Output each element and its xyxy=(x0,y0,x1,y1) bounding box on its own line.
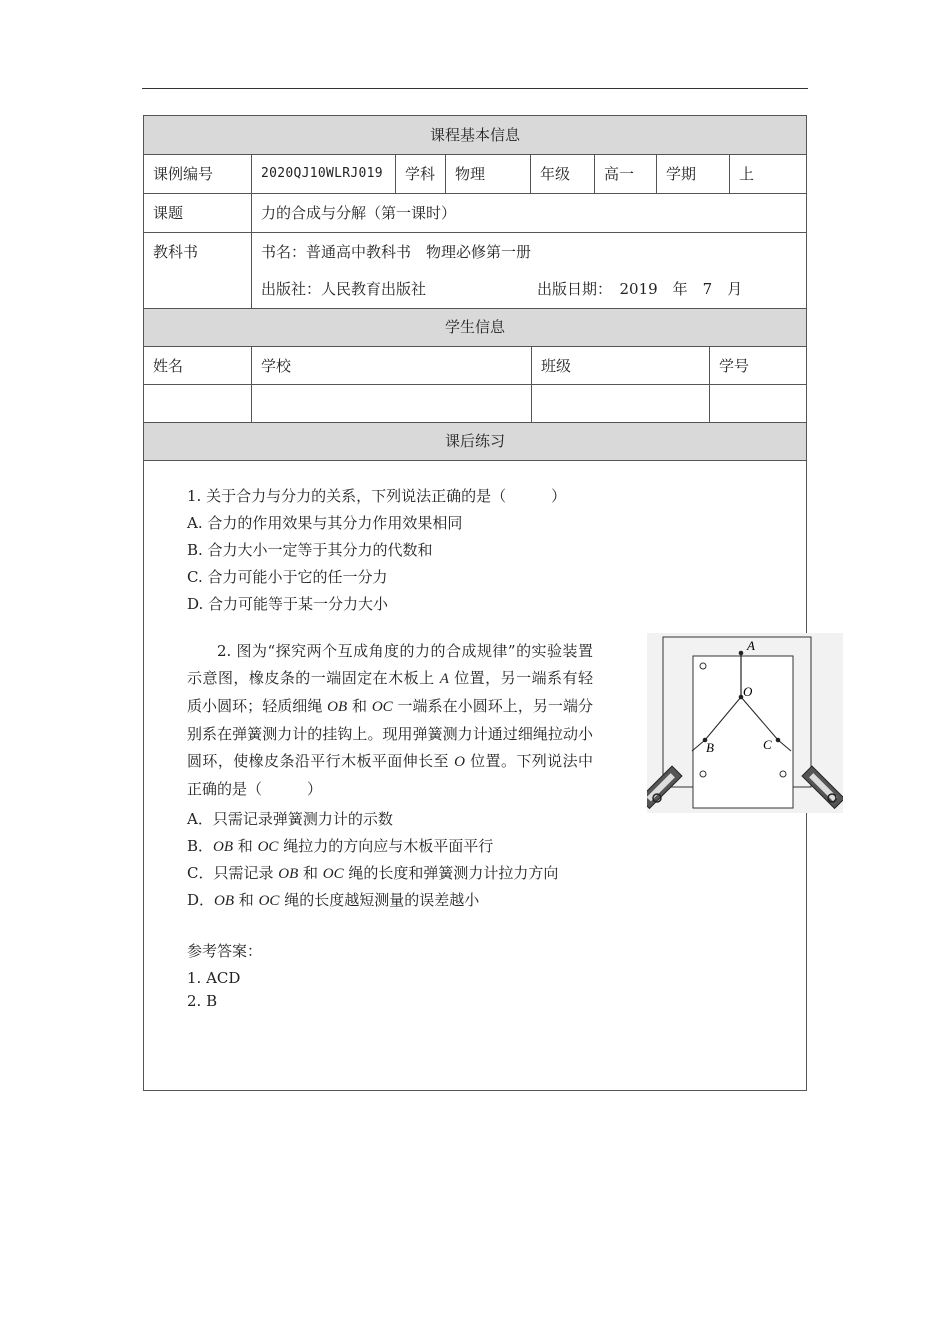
term-label: 学期 xyxy=(656,155,729,193)
topic-value: 力的合成与分解（第一课时） xyxy=(251,194,806,232)
q1-option-c: C. 合力可能小于它的任一分力 xyxy=(187,568,388,586)
student-class-field[interactable] xyxy=(531,385,709,422)
header-rule xyxy=(142,88,808,89)
textbook-row xyxy=(144,233,806,309)
wooden-board xyxy=(693,656,793,808)
q1-stem: 1. 关于合力与分力的关系，下列说法正确的是（ ） xyxy=(187,487,567,505)
student-name-label: 姓名 xyxy=(153,357,184,375)
exercise-header xyxy=(144,423,806,461)
publish-date: 出版日期： 2019 年 7 月 xyxy=(537,280,743,298)
course-id-value: 2020QJ10WLRJ019 xyxy=(251,155,395,193)
q2-option-b: B．OB 和 OC 绳拉力的方向应与木板平面平行 xyxy=(187,837,494,855)
subject-value: 物理 xyxy=(445,155,530,193)
textbook-details xyxy=(251,233,806,308)
course-id-label: 课例编号 xyxy=(153,165,214,183)
textbook-label: 教科书 xyxy=(153,243,199,261)
label-a: A xyxy=(747,638,755,653)
course-info-header xyxy=(144,116,806,155)
q1-option-b: B. 合力大小一定等于其分力的代数和 xyxy=(187,541,433,559)
student-name-field[interactable] xyxy=(144,385,251,422)
subject-label: 学科 xyxy=(395,155,445,193)
q1-option-a: A. 合力的作用效果与其分力作用效果相同 xyxy=(187,514,463,532)
topic-label: 课题 xyxy=(153,204,184,222)
exercise-title: 课后练习 xyxy=(444,432,505,450)
exercise-body xyxy=(144,461,806,1090)
q2-option-a: A．只需记录弹簧测力计的示数 xyxy=(187,810,393,828)
student-number-label: 学号 xyxy=(709,347,806,384)
student-info-header xyxy=(144,309,806,347)
lesson-sheet xyxy=(143,115,807,1091)
term-value: 上 xyxy=(729,155,806,193)
label-c: C xyxy=(763,737,772,752)
student-label-row xyxy=(144,347,806,385)
grade-value: 高一 xyxy=(594,155,656,193)
q2-option-c: C．只需记录 OB 和 OC 绳的长度和弹簧测力计拉力方向 xyxy=(187,864,559,882)
point-a xyxy=(739,651,744,656)
topic-row xyxy=(144,194,806,233)
q2-option-d: D．OB 和 OC 绳的长度越短测量的误差越小 xyxy=(187,891,480,909)
grade-label: 年级 xyxy=(530,155,594,193)
book-title: 书名：普通高中教科书 物理必修第一册 xyxy=(261,243,532,261)
q2-stem: 2. 图为“探究两个互成角度的力的合成规律”的实验装置示意图，橡皮条的一端固定在木板上 A 位置，另一端系有轻质小圆环；轻质细绳 OB 和 OC 一端系在小圆环上，另一端分别系在弹簧测力计的挂钩上。现用弹簧测力计通过细绳拉动小圆环，使橡皮条沿平行木板平面伸长至 O 位置。下列说法中正确的是（ ） xyxy=(187,642,593,798)
student-class-label: 班级 xyxy=(531,347,709,384)
force-composition-apparatus-diagram xyxy=(647,633,843,813)
label-o: O xyxy=(743,684,753,699)
student-number-field[interactable] xyxy=(709,385,806,422)
label-b: B xyxy=(706,740,714,755)
student-school-label: 学校 xyxy=(251,347,531,384)
publisher: 出版社：人民教育出版社 xyxy=(261,280,427,298)
answers-title: 参考答案： xyxy=(187,942,263,960)
q1-option-d: D. 合力可能等于某一分力大小 xyxy=(187,595,389,613)
answer-2: 2. B xyxy=(187,992,218,1010)
student-input-row xyxy=(144,385,806,423)
answer-1: 1. ACD xyxy=(187,969,241,987)
student-school-field[interactable] xyxy=(251,385,531,422)
course-info-title: 课程基本信息 xyxy=(429,126,520,144)
student-info-title: 学生信息 xyxy=(444,318,505,336)
course-id-row xyxy=(144,155,806,194)
